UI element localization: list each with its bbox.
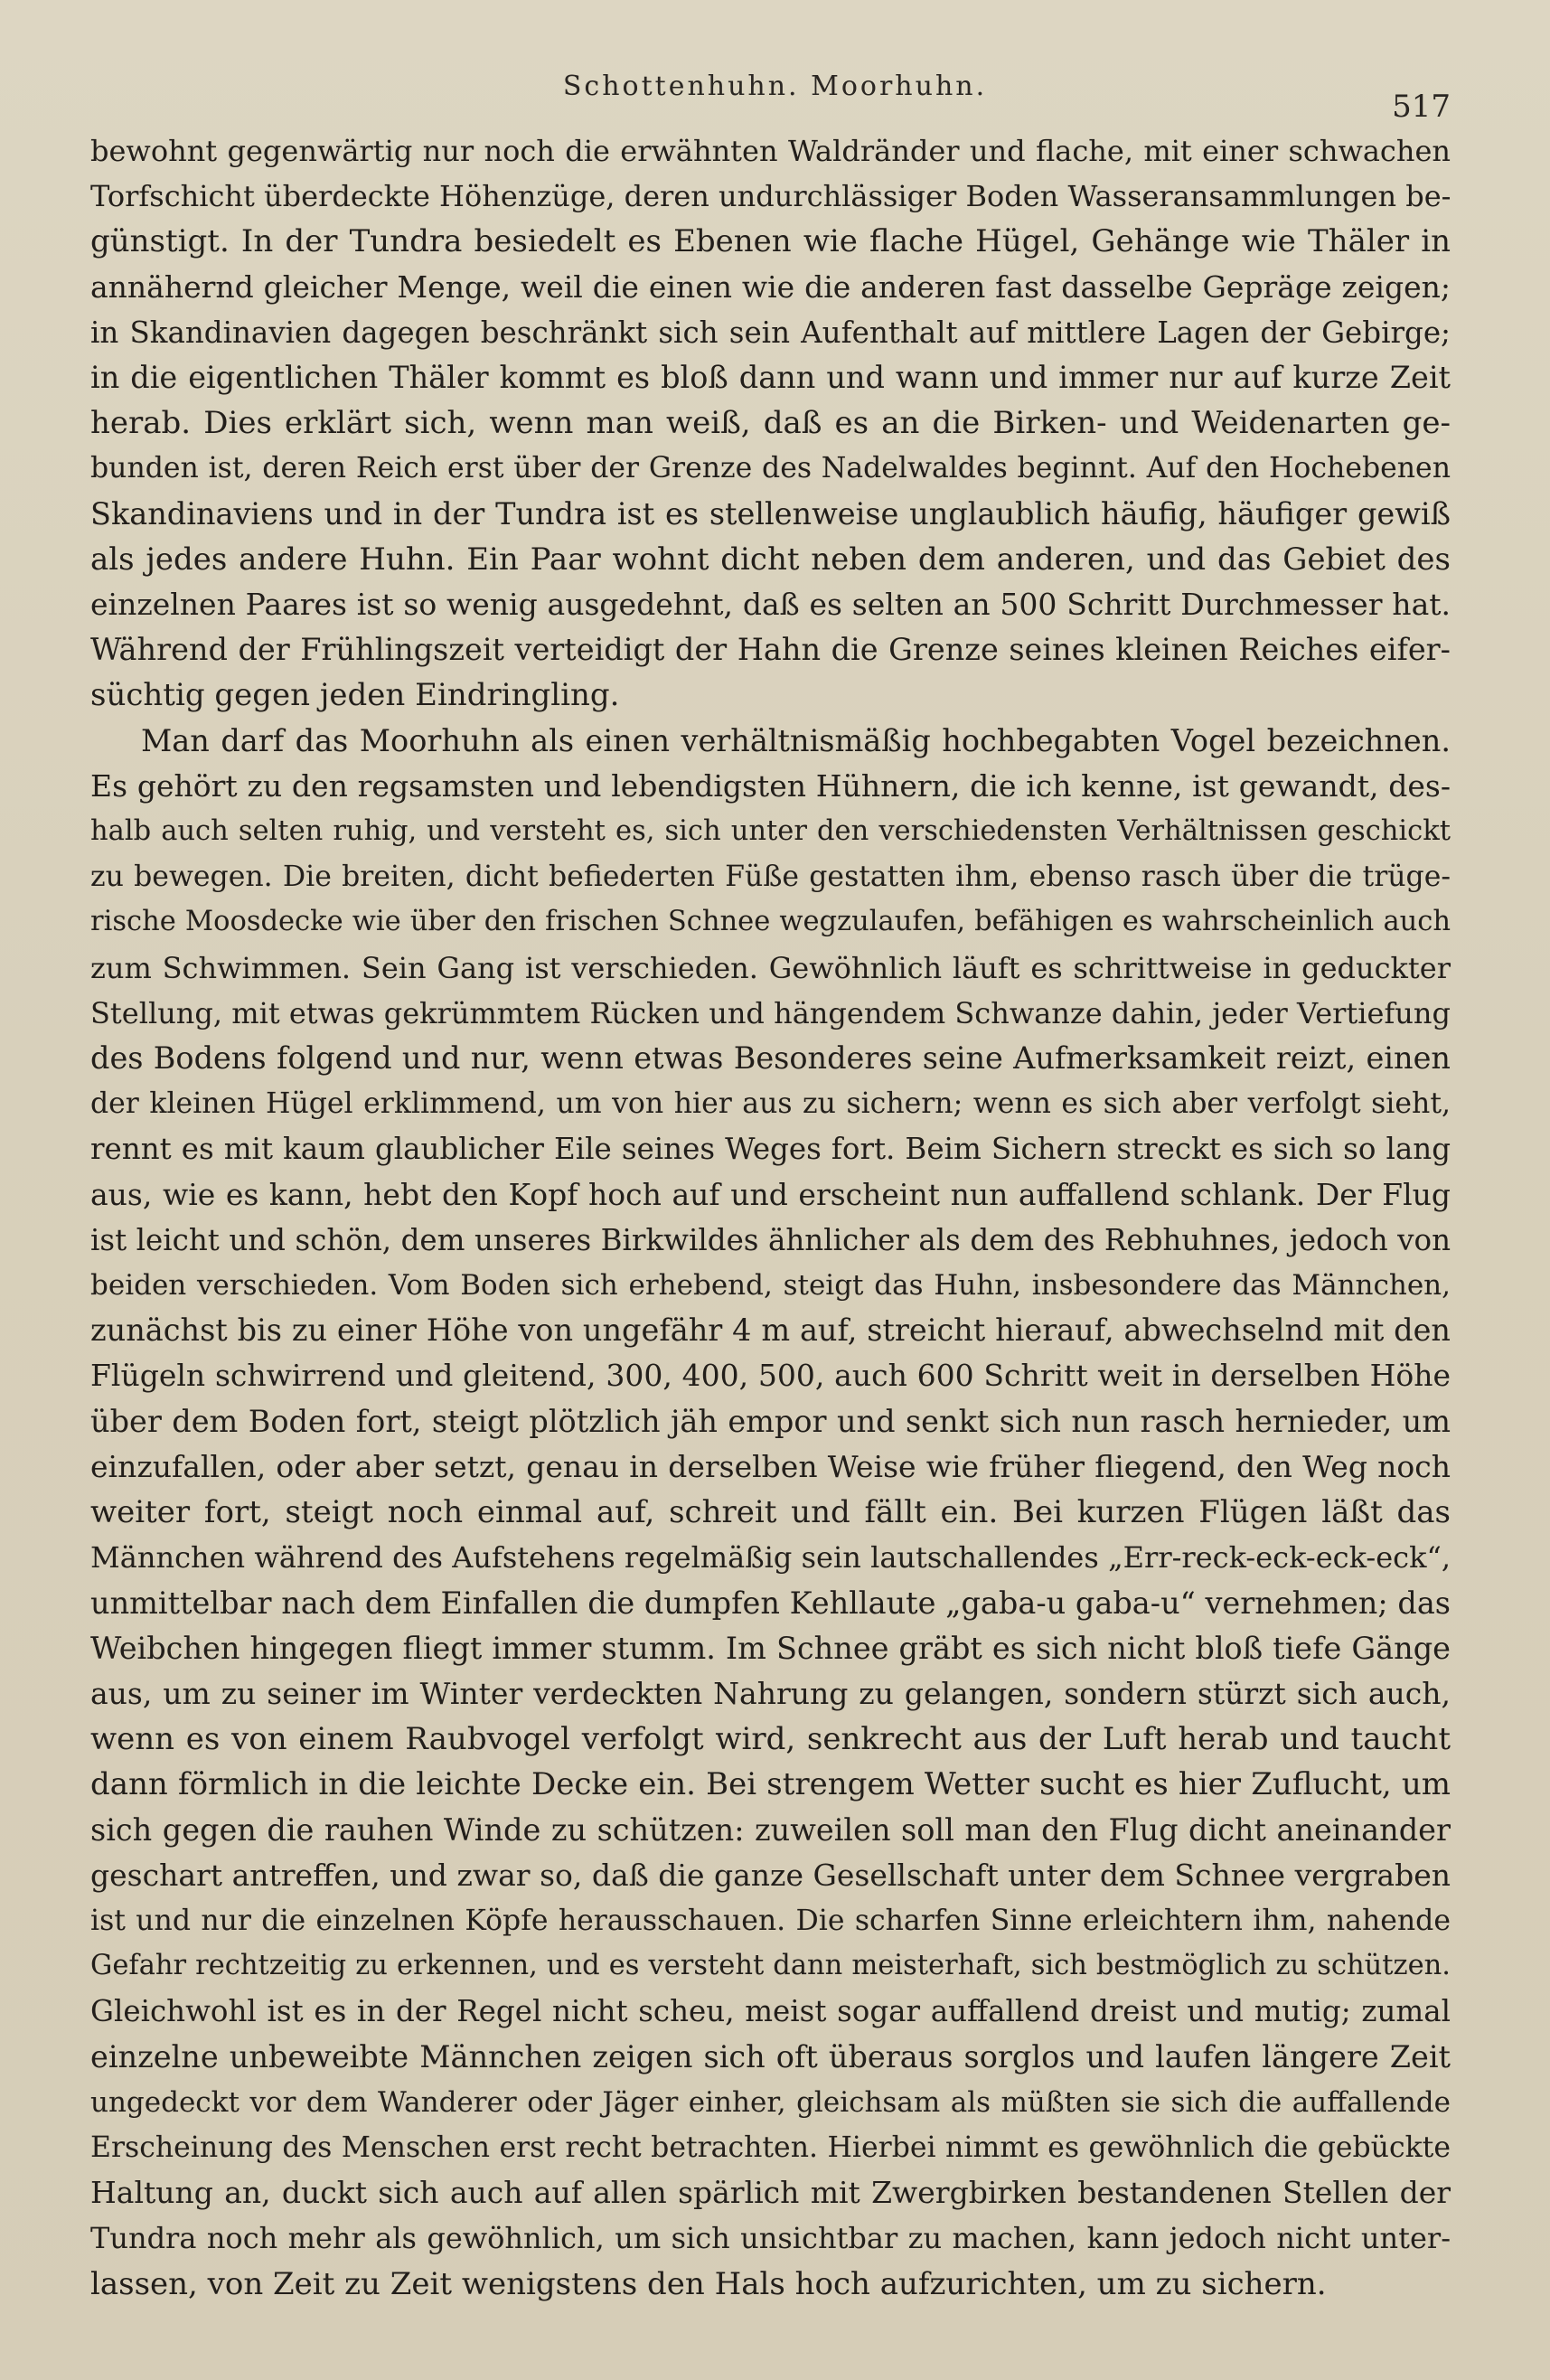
text-line: rische Moosdecke wie über den frischen Schnee wegzulaufen, befähigen es wahrscheinlich auch xyxy=(90,906,1451,938)
text-line: bewohnt gegenwärtig nur noch die erwähnten Waldränder und flache, mit einer schwachen xyxy=(90,134,1451,168)
text-line: ist leicht und schön, dem unseres Birkwildes ähnlicher als dem des Rebhuhnes, jedoch von xyxy=(90,1222,1451,1257)
text-line: ist und nur die einzelnen Köpfe herausschauen. Die scharfen Sinne erleichtern ihm, nahende xyxy=(90,1904,1451,1937)
text-line: aus, wie es kann, hebt den Kopf hoch auf und erscheint nun auffallend schlank. Der Flug xyxy=(90,1176,1451,1212)
text-line: sich gegen die rauhen Winde zu schützen: zuweilen soll man den Flug dicht aneinander xyxy=(90,1811,1451,1848)
text-line: einzelnen Paares ist so wenig ausgedehnt, daß es selten an 500 Schritt Durchmesser hat. xyxy=(90,587,1451,623)
text-line: weiter fort, steigt noch einmal auf, schreit und fällt ein. Bei kurzen Flügen läßt das xyxy=(90,1494,1451,1531)
text-line: in Skandinavien dagegen beschränkt sich sein Aufenthalt auf mittlere Lagen der Gebirge; xyxy=(90,315,1451,350)
text-line: günstigt. In der Tundra besiedelt es Ebenen wie flache Hügel, Gehänge wie Thäler in xyxy=(90,223,1451,260)
text-line: Weibchen hingegen fliegt immer stumm. Im Schnee gräbt es sich nicht bloß tiefe Gänge xyxy=(90,1630,1451,1666)
text-line: ungedeckt vor dem Wanderer oder Jäger einher, gleichsam als müßten sie sich die auffallende xyxy=(90,2085,1451,2119)
text-line: in die eigentlichen Thäler kommt es bloß dann und wann und immer nur auf kurze Zeit xyxy=(90,360,1451,396)
text-line: herab. Dies erklärt sich, wenn man weiß, daß es an die Birken- und Weidenarten ge- xyxy=(90,405,1451,442)
text-line: Skandinaviens und in der Tundra ist es stellenweise unglaublich häufig, häufiger gewiß xyxy=(90,495,1451,532)
text-line: aus, um zu seiner im Winter verdeckten Nahrung zu gelangen, sondern stürzt sich auch, xyxy=(90,1675,1451,1711)
text-line: als jedes andere Huhn. Ein Paar wohnt dicht neben dem anderen, und das Gebiet des xyxy=(90,541,1451,578)
body-text xyxy=(90,128,1451,2307)
text-line: zum Schwimmen. Sein Gang ist verschieden. Gewöhnlich läuft es schrittweise in geduckter xyxy=(90,950,1451,985)
text-line: unmittelbar nach dem Einfallen die dumpfen Kehllaute „gaba-u gaba-u“ vernehmen; das xyxy=(90,1585,1451,1621)
text-line: zunächst bis zu einer Höhe von ungefähr 4 m auf, streicht hierauf, abwechselnd mit den xyxy=(90,1312,1451,1349)
text-line: der kleinen Hügel erklimmend, um von hier aus zu sichern; wenn es sich aber verfolgt sieht, xyxy=(90,1087,1451,1121)
text-line: Während der Frühlingszeit verteidigt der Hahn die Grenze seines kleinen Reiches eifer- xyxy=(90,632,1451,668)
text-line: des Bodens folgend und nur, wenn etwas Besonderes seine Aufmerksamkeit reizt, einen xyxy=(90,1040,1451,1077)
page-number: 517 xyxy=(1392,89,1451,125)
text-line: lassen, von Zeit zu Zeit wenigstens den Hals hoch aufzurichten, um zu sichern. xyxy=(90,2265,1327,2302)
text-line: einzufallen, oder aber setzt, genau in derselben Weise wie früher fliegend, den Weg noch xyxy=(90,1448,1451,1484)
text-line: Haltung an, duckt sich auch auf allen spärlich mit Zwergbirken bestandenen Stellen der xyxy=(90,2175,1451,2211)
text-line: Es gehört zu den regsamsten und lebendigsten Hühnern, die ich kenne, ist gewandt, des- xyxy=(90,767,1451,804)
text-line: Torfschicht überdeckte Höhenzüge, deren undurchlässiger Boden Wasseransammlungen be- xyxy=(90,179,1451,214)
text-line: Man darf das Moorhuhn als einen verhältnismäßig hochbegabten Vogel bezeichnen. xyxy=(141,722,1451,758)
text-line: dann förmlich in die leichte Decke ein. Bei strengem Wetter sucht es hier Zuflucht, um xyxy=(90,1766,1451,1803)
text-line: geschart antreffen, und zwar so, daß die ganze Gesellschaft unter dem Schnee vergraben xyxy=(90,1857,1451,1893)
text-line: Männchen während des Aufstehens regelmäßig sein lautschallendes „Err-reck-eck-eck-eck“, xyxy=(90,1540,1451,1576)
text-line: Gleichwohl ist es in der Regel nicht scheu, meist sogar auffallend dreist und mutig; zumal xyxy=(90,1994,1451,2029)
text-line: Gefahr rechtzeitig zu erkennen, und es versteht dann meisterhaft, sich bestmöglich zu schützen. xyxy=(90,1950,1451,1982)
text-line: halb auch selten ruhig, und versteht es, sich unter den verschiedensten Verhältnissen geschickt xyxy=(90,815,1451,848)
text-line: bunden ist, deren Reich erst über der Grenze des Nadelwaldes beginnt. Auf den Hochebenen xyxy=(90,452,1451,485)
running-head: Schottenhuhn. Moorhuhn. xyxy=(562,71,988,102)
text-line: wenn es von einem Raubvogel verfolgt wird, senkrecht aus der Luft herab und taucht xyxy=(90,1721,1451,1758)
text-line: Tundra noch mehr als gewöhnlich, um sich unsichtbar zu machen, kann jedoch nicht unter- xyxy=(90,2221,1451,2256)
page-header xyxy=(0,71,1550,125)
text-line: zu bewegen. Die breiten, dicht befiederten Füße gestatten ihm, ebenso rasch über die trüge- xyxy=(90,861,1451,894)
text-line: Stellung, mit etwas gekrümmtem Rücken und hängendem Schwanze dahin, jeder Vertiefung xyxy=(90,995,1451,1030)
paragraph-2 xyxy=(90,719,1451,2307)
text-line: beiden verschieden. Vom Boden sich erhebend, steigt das Huhn, insbesondere das Männchen, xyxy=(90,1269,1451,1303)
text-line: Flügeln schwirrend und gleitend, 300, 400, 500, auch 600 Schritt weit in derselben Höhe xyxy=(90,1358,1451,1394)
text-line: einzelne unbeweibte Männchen zeigen sich oft überaus sorglos und laufen längere Zeit xyxy=(90,2038,1451,2074)
paragraph-1 xyxy=(90,128,1451,719)
text-line: annähernd gleicher Menge, weil die einen wie die anderen fast dasselbe Gepräge zeigen; xyxy=(90,268,1451,305)
text-line: über dem Boden fort, steigt plötzlich jäh empor und senkt sich nun rasch hernieder, um xyxy=(90,1403,1451,1439)
text-line: rennt es mit kaum glaublicher Eile seines Weges fort. Beim Sichern streckt es sich so lang xyxy=(90,1132,1451,1167)
text-line: Erscheinung des Menschen erst recht betrachten. Hierbei nimmt es gewöhnlich die gebückte xyxy=(90,2131,1451,2164)
text-line: süchtig gegen jeden Eindringling. xyxy=(90,677,620,714)
